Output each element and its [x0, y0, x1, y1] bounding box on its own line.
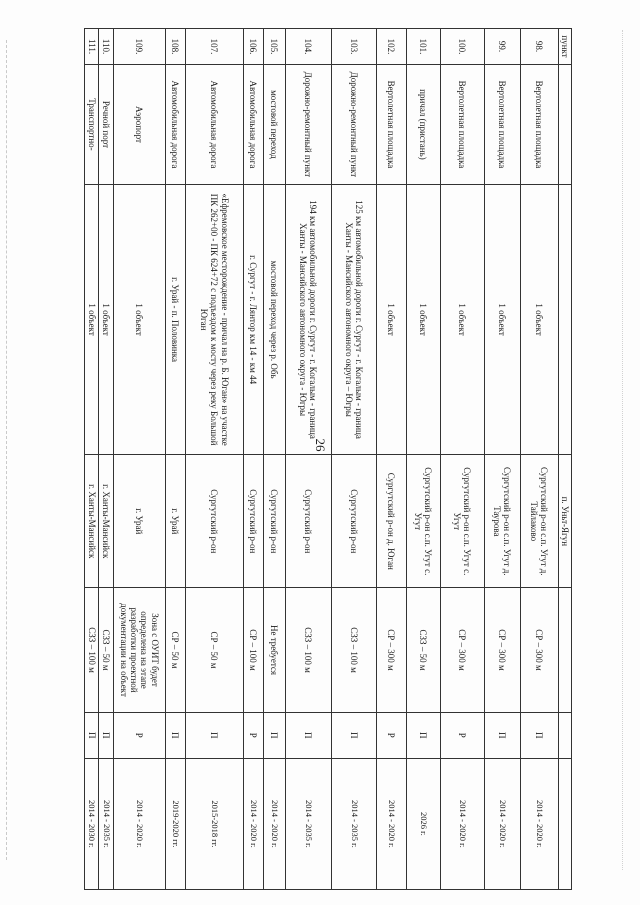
cell-zone: Зона с ОУИТ будет определена на этапе разработки проектной документации на объект — [113, 588, 165, 713]
cell-period — [558, 758, 571, 889]
cell-location: г. Ханты-Мансийск — [85, 455, 98, 588]
cell-location: п. Уньт-Ягун — [558, 455, 571, 588]
cell-object-description: 1 объект — [440, 184, 484, 455]
cell-row-number: 110. — [98, 29, 113, 65]
cell-object-description: 1 объект — [376, 184, 406, 455]
cell-row-number: 108. — [165, 29, 185, 65]
cell-zone: СР – 50 м — [185, 588, 243, 713]
cell-object-type: Речной порт — [98, 65, 113, 185]
cell-row-number: 104. — [285, 29, 331, 65]
cell-location: Сургутский р-он — [243, 455, 263, 588]
cell-location: Сургутский р-он — [285, 455, 331, 588]
cell-object-description: 1 объект — [406, 184, 440, 455]
cell-status: П — [285, 712, 331, 758]
table-row — [376, 29, 406, 890]
cell-object-description: «Ефремовское месторождение - причал на р. Б. Юган» на участке ПК 262+00 - ПК 624+72 с подъездом к мосту через реку Большой Юган — [185, 184, 243, 455]
cell-zone: СР – 50 м — [165, 588, 185, 713]
table-row — [85, 29, 98, 890]
table-row — [185, 29, 243, 890]
cell-status: П — [331, 712, 376, 758]
table-row — [285, 29, 331, 890]
cell-location: г. Урай — [113, 455, 165, 588]
cell-row-number: 106. — [243, 29, 263, 65]
cell-zone — [558, 588, 571, 713]
cell-object-description: 1 объект — [98, 184, 113, 455]
cell-period: 2014 - 2020 г. — [484, 758, 520, 889]
table-row — [520, 29, 558, 890]
cell-object-description: г. Сургут - г. Лянтор км 14 - км 44 — [243, 184, 263, 455]
cell-period: 2014 - 2020 г. — [440, 758, 484, 889]
cell-zone: СЗЗ – 100 м — [331, 588, 376, 713]
table-header-fragment — [558, 29, 571, 890]
cell-object-type: Аэропорт — [113, 65, 165, 185]
cell-status: Р — [376, 712, 406, 758]
cell-period: 2014 - 2020 г. — [263, 758, 285, 889]
cell-row-number: 109. — [113, 29, 165, 65]
cell-period: 2026 г. — [406, 758, 440, 889]
cell-row-number: 100. — [440, 29, 484, 65]
cell-location: Сургутский р-он — [185, 455, 243, 588]
cell-location: Сургутский р-он с.п. Угут с. Угут — [406, 455, 440, 588]
table-row — [440, 29, 484, 890]
cell-status: П — [98, 712, 113, 758]
cell-period: 2019-2020 гг. — [165, 758, 185, 889]
cell-location: Сургутский р-он с.п. Угут с. Угут — [440, 455, 484, 588]
cell-status: П — [165, 712, 185, 758]
cell-zone: Не требуется — [263, 588, 285, 713]
cell-object-type: мостовой переход — [263, 65, 285, 185]
cell-object-type: Вертолетная площадка — [376, 65, 406, 185]
cell-zone: СЗЗ – 50 м — [406, 588, 440, 713]
table-row — [331, 29, 376, 890]
rotated-table-container — [87, 28, 572, 890]
cell-object-description: 125 км автомобильной дороги г. Сургут - г. Когалым - граница Ханты - Мансийского автономного округа – Югры — [331, 184, 376, 455]
cell-zone: СР – 300 м — [440, 588, 484, 713]
cell-status: П — [484, 712, 520, 758]
cell-row-number: 107. — [185, 29, 243, 65]
cell-object-description: 1 объект — [113, 184, 165, 455]
cell-zone: СЗЗ – 100 м — [285, 588, 331, 713]
cell-status: П — [85, 712, 98, 758]
cell-object-type: причал (пристань) — [406, 65, 440, 185]
table-row — [165, 29, 185, 890]
cell-object-type — [558, 65, 571, 185]
cell-row-number: 101. — [406, 29, 440, 65]
page-number: 26 — [313, 438, 328, 452]
cell-row-number: 102. — [376, 29, 406, 65]
cell-row-number: 98. — [520, 29, 558, 65]
cell-object-type: Транспортно- — [85, 65, 98, 185]
cell-status: П — [520, 712, 558, 758]
cell-row-number: 105. — [263, 29, 285, 65]
cell-status — [558, 712, 571, 758]
cell-period: 2014 - 2020 г. — [520, 758, 558, 889]
cell-status: Р — [243, 712, 263, 758]
cell-status: Р — [113, 712, 165, 758]
cell-status: Р — [440, 712, 484, 758]
cell-object-description: г. Урай - п. Половинка — [165, 184, 185, 455]
cell-object-type: Дорожно-ремонтный пункт — [285, 65, 331, 185]
cell-period: 2015-2018 гг. — [185, 758, 243, 889]
table-row — [406, 29, 440, 890]
cell-period: 2014 - 2035 г. — [98, 758, 113, 889]
table-row — [243, 29, 263, 890]
cell-status: П — [185, 712, 243, 758]
cell-zone: СЗЗ – 100 м — [85, 588, 98, 713]
cell-object-type: Вертолетная площадка — [440, 65, 484, 185]
cell-row-number: 111. — [85, 29, 98, 65]
table-row — [484, 29, 520, 890]
cell-location: Сургутский р-он с.п. Угут д. Тайлаково — [520, 455, 558, 588]
cell-period: 2014 - 2020 г. — [243, 758, 263, 889]
cell-object-type: Автомобильная дорога — [243, 65, 263, 185]
cell-object-type: Дорожно-ремонтный пункт — [331, 65, 376, 185]
cell-location: г. Ханты-Мансийск — [98, 455, 113, 588]
cell-zone: СР – 100 м — [243, 588, 263, 713]
cell-object-description: 1 объект — [85, 184, 98, 455]
cell-zone: СР – 300 м — [484, 588, 520, 713]
cell-object-description — [558, 184, 571, 455]
cell-object-description: мостовой переход через р. Обь — [263, 184, 285, 455]
table-row — [98, 29, 113, 890]
cell-zone: СР – 300 м — [520, 588, 558, 713]
table-row — [113, 29, 165, 890]
cell-period: 2014 - 2020 г. — [376, 758, 406, 889]
cell-location: Сургутский р-он с.п. Угут д. Таурова — [484, 455, 520, 588]
cell-status: П — [406, 712, 440, 758]
cell-object-type: Вертолетная площадка — [520, 65, 558, 185]
cell-period: 2014 - 2030 г. — [85, 758, 98, 889]
cell-object-description: 1 объект — [520, 184, 558, 455]
cell-object-description: 194 км автомобильной дороги г. Сургут - г. Когалым - граница Ханты - Мансийского автономного округа - Югры — [285, 184, 331, 455]
cell-period: 2014 - 2035 г. — [285, 758, 331, 889]
cell-period: 2014 - 2020 г. — [113, 758, 165, 889]
cell-object-description: 1 объект — [484, 184, 520, 455]
cell-object-type: Автомобильная дорога — [165, 65, 185, 185]
objects-table — [84, 28, 572, 890]
table-body — [85, 29, 572, 890]
cell-location: Сургутский р-он — [263, 455, 285, 588]
cell-zone: СЗЗ – 50 м — [98, 588, 113, 713]
cell-row-number: 99. — [484, 29, 520, 65]
cell-object-type: Вертолетная площадка — [484, 65, 520, 185]
table-row — [263, 29, 285, 890]
cell-location: Сургутский р-он — [331, 455, 376, 588]
cell-object-type: Автомобильная дорога — [185, 65, 243, 185]
cell-location: г. Урай — [165, 455, 185, 588]
scan-edge-right — [622, 30, 623, 870]
cell-zone: СР – 300 м — [376, 588, 406, 713]
cell-row-number: пункт — [558, 29, 571, 65]
cell-row-number: 103. — [331, 29, 376, 65]
cell-location: Сургутский р-он д. Юган — [376, 455, 406, 588]
cell-period: 2014 - 2035 г. — [331, 758, 376, 889]
cell-status: П — [263, 712, 285, 758]
scan-edge-left — [6, 40, 7, 860]
